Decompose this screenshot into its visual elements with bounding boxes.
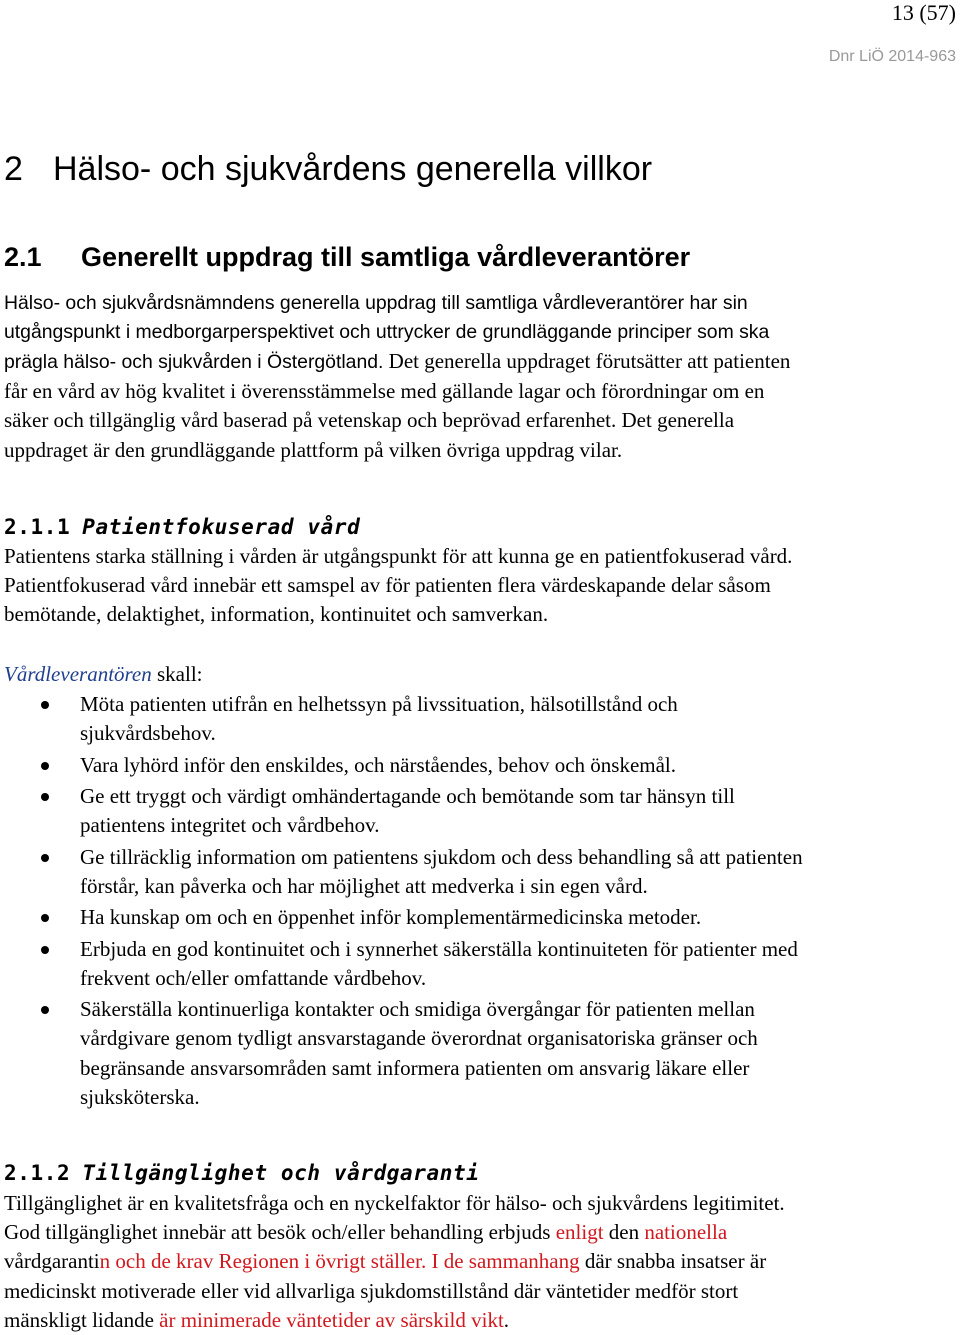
list-item: Ge ett tryggt och värdigt omhändertagande och bemötande som tar hänsyn till patientens integritet och vårdbehov. [0, 782, 960, 840]
bullet-icon [41, 793, 49, 801]
patientfokus-title: Patientfokuserad vård [82, 515, 361, 539]
list-item: Ge tillräcklig information om patientens sjukdom och dess behandling så att patienten förstår, kan påverka och har möjlighet att medverka i sin egen vård. [0, 843, 960, 901]
list-item: Ha kunskap om och en öppenhet inför komplementärmedicinska metoder. [0, 903, 960, 932]
paragraph-line: utgångspunkt i medborgarperspektivet och uttrycker de grundläggande principer som ska [4, 321, 770, 344]
bullet-icon [41, 854, 49, 862]
section-number: 2 [4, 150, 23, 188]
bullet-icon [41, 1006, 49, 1014]
subsection-heading [4, 240, 690, 274]
paragraph-line: bemötande, delaktighet, information, kontinuitet och samverkan. [4, 602, 549, 627]
tillganglighet-number: 2.1.2 [4, 1161, 71, 1185]
patientfokus-number: 2.1.1 [4, 515, 71, 539]
paragraph-line: får en vård av hög kvalitet i överensstämmelse med gällande lagar och förordningar om en [4, 379, 765, 404]
tillganglighet-paragraph: Tillgänglighet är en kvalitetsfråga och en nyckelfaktor för hälso- och sjukvårdens legitimitet. God tillgänglighet innebär att besök och/eller behandling erbjuds enligt den nationella vårdgarantin och de krav Regionen i övrigt ställer. I de sammanhang där snabba insatser är medicinskt motiverade eller vid allvarliga sjukdomstillstånd där väntetider medför stort mänskligt lidande är minimerade väntetider av särskild vikt. [4, 1189, 954, 1335]
patientfokus-paragraph [4, 542, 954, 630]
paragraph-line: Hälso- och sjukvårdsnämndens generella uppdrag till samtliga vårdleverantörer har sin [4, 292, 748, 314]
subsection-number: 2.1 [4, 242, 42, 272]
bullet-icon [41, 914, 49, 922]
list-item: Erbjuda en god kontinuitet och i synnerhet säkerställa kontinuiteten för patienter med frekvent och/eller omfattande vårdbehov. [0, 935, 960, 993]
list-item: Möta patienten utifrån en helhetssyn på livssituation, hälsotillstånd och sjukvårdsbehov. [0, 690, 960, 748]
skall-intro [4, 660, 203, 689]
paragraph-line: Tillgänglighet är en kvalitetsfråga och en nyckelfaktor för hälso- och sjukvårdens legitimitet. [4, 1191, 785, 1215]
section-heading [4, 148, 652, 190]
paragraph-line: uppdraget är den grundläggande plattform på vilken övriga uppdrag vilar. [4, 437, 623, 462]
skall-word: skall [157, 662, 197, 686]
general-assignment-paragraph-cont [4, 347, 954, 465]
tillganglighet-title: Tillgänglighet och vårdgaranti [82, 1161, 480, 1185]
document-reference: Dnr LiÖ 2014-963 [828, 48, 956, 65]
general-assignment-paragraph [4, 289, 954, 347]
highlighted-text: enligt [555, 1220, 604, 1245]
bullet-icon [41, 946, 49, 954]
highlighted-text: n och de krav Regionen i övrigt ställer. I de sammanhang [99, 1249, 580, 1274]
page-number: 13 (57) [891, 0, 956, 25]
bullet-icon [41, 762, 49, 770]
paragraph-line: säker och tillgänglig vård baserad på vetenskap och beprövad erfarenhet. [4, 408, 617, 433]
paragraph-line: Patientens starka ställning i vården är utgångspunkt för att kunna ge en patientfokuserad vård. [4, 544, 793, 568]
section-title: Hälso- och sjukvårdens generella villkor [53, 150, 653, 188]
subsection-title: Generellt uppdrag till samtliga vårdleverantörer [81, 242, 691, 272]
bullet-icon [41, 701, 49, 709]
tillganglighet-heading [4, 1159, 480, 1187]
paragraph-line: Patientfokuserad vård innebär ett samspel av för patienten flera värdeskapande delar såsom [4, 573, 771, 598]
paragraph-line-tail: Det generella uppdraget förutsätter att patienten [383, 349, 791, 373]
patientfokus-heading [4, 513, 360, 541]
list-item: Vara lyhörd inför den enskildes, och närståendes, behov och önskemål. [0, 751, 960, 780]
paragraph-line: medicinskt motiverade eller vid allvarliga sjukdomstillstånd där väntetider medför stort [4, 1278, 739, 1303]
skall-colon: : [196, 662, 203, 686]
list-item: Säkerställa kontinuerliga kontakter och smidiga övergångar för patienten mellan vårdgivare genom tydligt ansvarstagande överordnat organisatoriska gränser och begränsande ansvarsområden samt informera patienten om ansvarig läkare eller sjuksköterska. [0, 995, 960, 1112]
requirements-list [0, 690, 960, 1114]
highlighted-text: är minimerade väntetider av särskild vikt [159, 1307, 504, 1332]
paragraph-line-tail: Det generella [616, 408, 735, 433]
highlighted-text: nationella [644, 1220, 728, 1245]
paragraph-line: prägla hälso- och sjukvården i Östergötland. [4, 351, 384, 373]
skall-intro-subject: Vårdleverantören [4, 662, 152, 686]
